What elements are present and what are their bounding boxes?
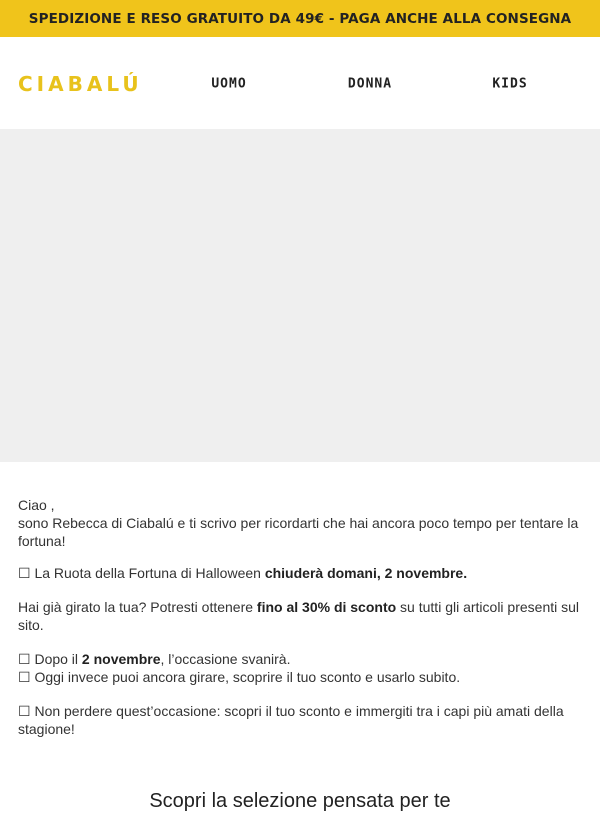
nav-link-kids[interactable]: KIDS (492, 76, 528, 92)
expiry-line: ☐ Dopo il 2 novembre, l’occasione svanirà. (18, 651, 291, 667)
email-body (18, 496, 583, 738)
brand-logo[interactable]: CIABALÚ (18, 72, 143, 96)
discount-line: Hai già girato la tua? Potresti ottenere fino al 30% di sconto su tutti gli articoli presenti sul sito. (18, 599, 580, 633)
dont-miss-line: ☐ Non perdere quest’occasione: scopri il tuo sconto e immergiti tra i capi più amati della stagione! (18, 703, 564, 737)
today-line: ☐ Oggi invece puoi ancora girare, scoprire il tuo sconto e usarlo subito. (18, 669, 461, 685)
checkbox-icon: ☐ (18, 651, 31, 667)
deadline-line: ☐ La Ruota della Fortuna di Halloween chiuderà domani, 2 novembre. (18, 565, 468, 581)
hero-image-placeholder[interactable] (0, 129, 600, 462)
nav-link-uomo[interactable]: UOMO (211, 76, 247, 92)
checkbox-icon: ☐ (18, 669, 31, 685)
nav-link-donna[interactable]: DONNA (347, 76, 393, 92)
promo-bar-text: SPEDIZIONE E RESO GRATUITO DA 49€ - PAGA ANCHE ALLA CONSEGNA (28, 10, 572, 27)
checkbox-icon: ☐ (18, 565, 31, 581)
header (0, 37, 600, 129)
checkbox-icon: ☐ (18, 703, 31, 719)
intro-text: sono Rebecca di Ciabalú e ti scrivo per ricordarti che hai ancora poco tempo per tentare la fortuna! (18, 515, 579, 549)
promo-bar (0, 0, 600, 37)
cta-heading: Scopri la selezione pensata per te (149, 790, 451, 812)
greeting: Ciao , (18, 497, 55, 513)
